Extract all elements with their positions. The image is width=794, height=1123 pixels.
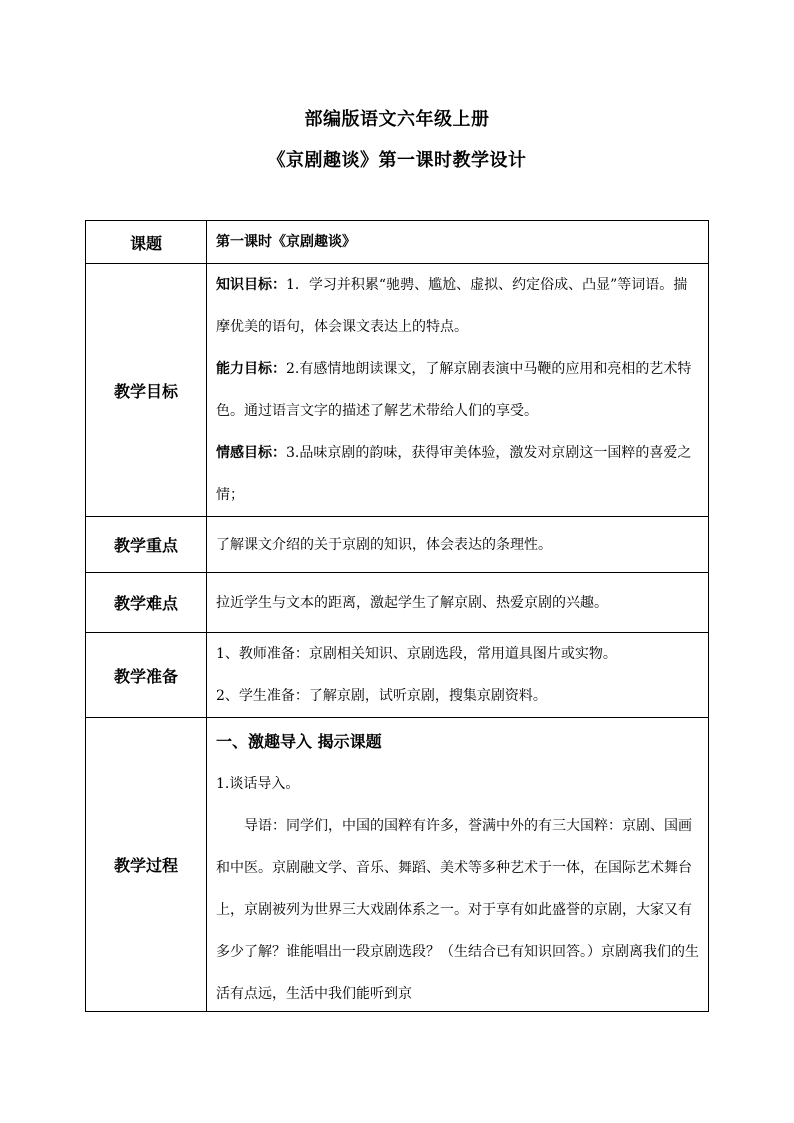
label-objectives: 教学目标	[86, 264, 207, 517]
knowledge-objective	[216, 264, 700, 348]
knowledge-objective-label: 知识目标：	[216, 277, 286, 293]
lesson-plan-table	[85, 220, 709, 1012]
row-objectives	[86, 264, 709, 517]
row-key-points	[86, 517, 709, 573]
difficulties-value: 拉近学生与文本的距离，激起学生了解京剧、热爱京剧的兴趣。	[207, 573, 709, 633]
emotion-objective-text: 3.品味京剧的韵味，获得审美体验，激发对京剧这一国粹的喜爱之情；	[216, 445, 692, 503]
document-subtitle: 《京剧趣谈》第一课时教学设计	[267, 150, 527, 171]
objectives-content	[207, 264, 709, 517]
process-step: 1.谈话导入。	[216, 775, 300, 792]
knowledge-objective-text: 1．学习并积累“驰骋、尴尬、虚拟、约定俗成、凸显”等词语。揣摩优美的语句，体会课文表达上的特点。	[216, 277, 688, 335]
label-difficulties: 教学难点	[86, 573, 207, 633]
document-title: 部编版语文六年级上册	[304, 109, 490, 130]
ability-objective-label: 能力目标：	[216, 361, 286, 377]
label-process: 教学过程	[86, 718, 207, 1012]
process-paragraph: 导语：同学们，中国的国粹有许多，誉满中外的有三大国粹：京剧、国画和中医。京剧融文学、音乐、舞蹈、美术等多种艺术于一体，在国际艺术舞台上，京剧被列为世界三大戏剧体系之一。对于享有如此盛誉的京剧，大家又有多少了解？谁能唱出一段京剧选段？（生结合已有知识回答。）京剧离我们的生活有点远，生活中我们能听到京	[216, 817, 699, 1002]
emotion-objective	[216, 432, 700, 516]
ability-objective-text: 2.有感情地朗读课文，了解京剧表演中马鞭的应用和亮相的艺术特色。通过语言文字的描述了解艺术带给人们的享受。	[216, 361, 692, 419]
preparation-item-student: 2、学生准备：了解京剧，试听京剧，搜集京剧资料。	[216, 688, 547, 704]
label-preparation: 教学准备	[86, 633, 207, 718]
emotion-objective-label: 情感目标：	[216, 445, 286, 461]
process-content	[207, 718, 709, 1012]
label-topic: 课题	[86, 221, 207, 264]
row-preparation	[86, 633, 709, 718]
label-key-points: 教学重点	[86, 517, 207, 573]
preparation-content	[207, 633, 709, 718]
row-process	[86, 718, 709, 1012]
topic-value: 第一课时《京剧趣谈》	[207, 221, 709, 264]
row-topic	[86, 221, 709, 264]
ability-objective	[216, 348, 700, 432]
row-difficulties	[86, 573, 709, 633]
process-section-heading: 一、激趣导入 揭示课题	[216, 731, 382, 751]
key-points-value: 了解课文介绍的关于京剧的知识，体会表达的条理性。	[207, 517, 709, 573]
preparation-item-teacher: 1、教师准备：京剧相关知识、京剧选段，常用道具图片或实物。	[216, 646, 617, 662]
